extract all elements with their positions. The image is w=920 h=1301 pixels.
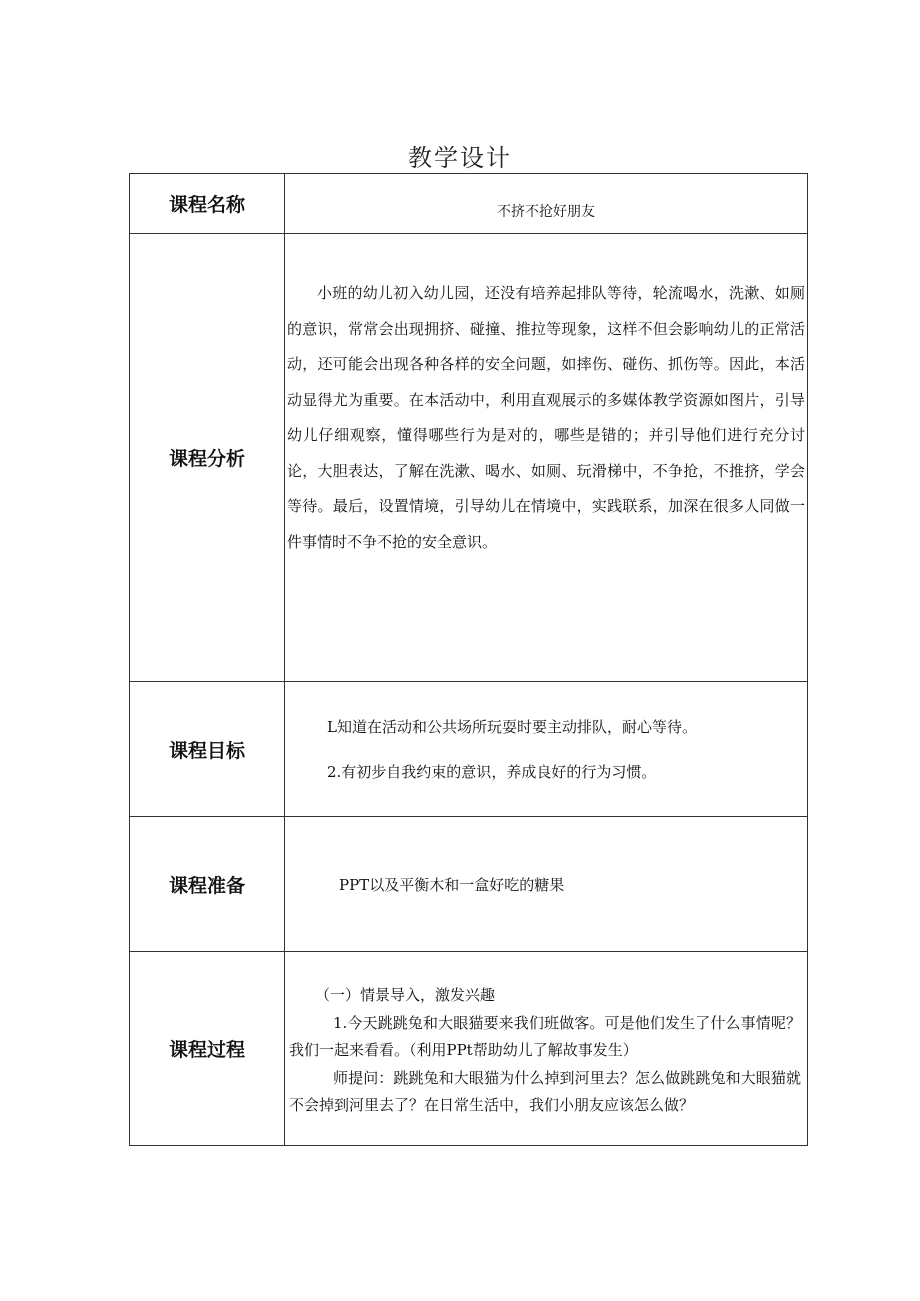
course-goals-label: 课程目标: [130, 682, 285, 817]
course-process-paragraph-2: 师提问：跳跳兔和大眼猫为什么掉到河里去？怎么做跳跳兔和大眼猫就不会掉到河里去了？在日常生活中，我们小朋友应该怎么做？: [289, 1068, 801, 1114]
course-preparation-text: PPT以及平衡木和一盒好吃的糖果: [339, 875, 565, 894]
course-analysis-cell: [285, 234, 808, 682]
course-process-paragraph-1: 1.今天跳跳兔和大眼猫要来我们班做客。可是他们发生了什么事情呢？我们一起来看看。（利用PPt帮助幼儿了解故事发生）: [289, 1013, 801, 1059]
course-process-section-heading: （一）情景导入，激发兴趣: [315, 986, 496, 1004]
course-process-cell: [285, 952, 808, 1146]
table-row-course-process: [130, 952, 808, 1146]
table-row-course-preparation: [130, 817, 808, 952]
document-title: 教学设计: [408, 144, 512, 172]
course-process-label: 课程过程: [130, 952, 285, 1146]
course-goals-list: [285, 703, 807, 795]
table-row-course-name: [130, 174, 808, 234]
course-goal-item-1: L知道在活动和公共场所玩耍时要主动排队，耐心等待。: [327, 718, 697, 736]
course-name-value: 不挤不抢好朋友: [285, 174, 808, 234]
table-row-course-analysis: [130, 234, 808, 682]
course-goals-cell: [285, 682, 808, 817]
table-row-course-goals: [130, 682, 808, 817]
course-preparation-label: 课程准备: [130, 817, 285, 952]
lesson-plan-table: [129, 173, 808, 1146]
course-preparation-cell: [285, 817, 808, 952]
course-name-label: 课程名称: [130, 174, 285, 234]
course-goal-item-2: 2.有初步自我约束的意识，养成良好的行为习惯。: [327, 763, 657, 781]
course-analysis-label: 课程分析: [130, 234, 285, 682]
course-analysis-text: 小班的幼儿初入幼儿园，还没有培养起排队等待，轮流喝水，洗漱、如厕的意识，常常会出现拥挤、碰撞、推拉等现象，这样不但会影响幼儿的正常活动，还可能会出现各种各样的安全问题，如摔伤、碰伤、抓伤等。因此，本活动显得尤为重要。在本活动中，利用直观展示的多媒体教学资源如图片，引导幼儿仔细观察，懂得哪些行为是对的，哪些是错的；并引导他们进行充分讨论，大胆表达，了解在洗漱、喝水、如厕、玩滑梯中，不争抢，不推挤，学会等待。最后，设置情境，引导幼儿在情境中，实践联系，加深在很多人同做一件事情时不争不抢的安全意识。: [287, 284, 805, 551]
